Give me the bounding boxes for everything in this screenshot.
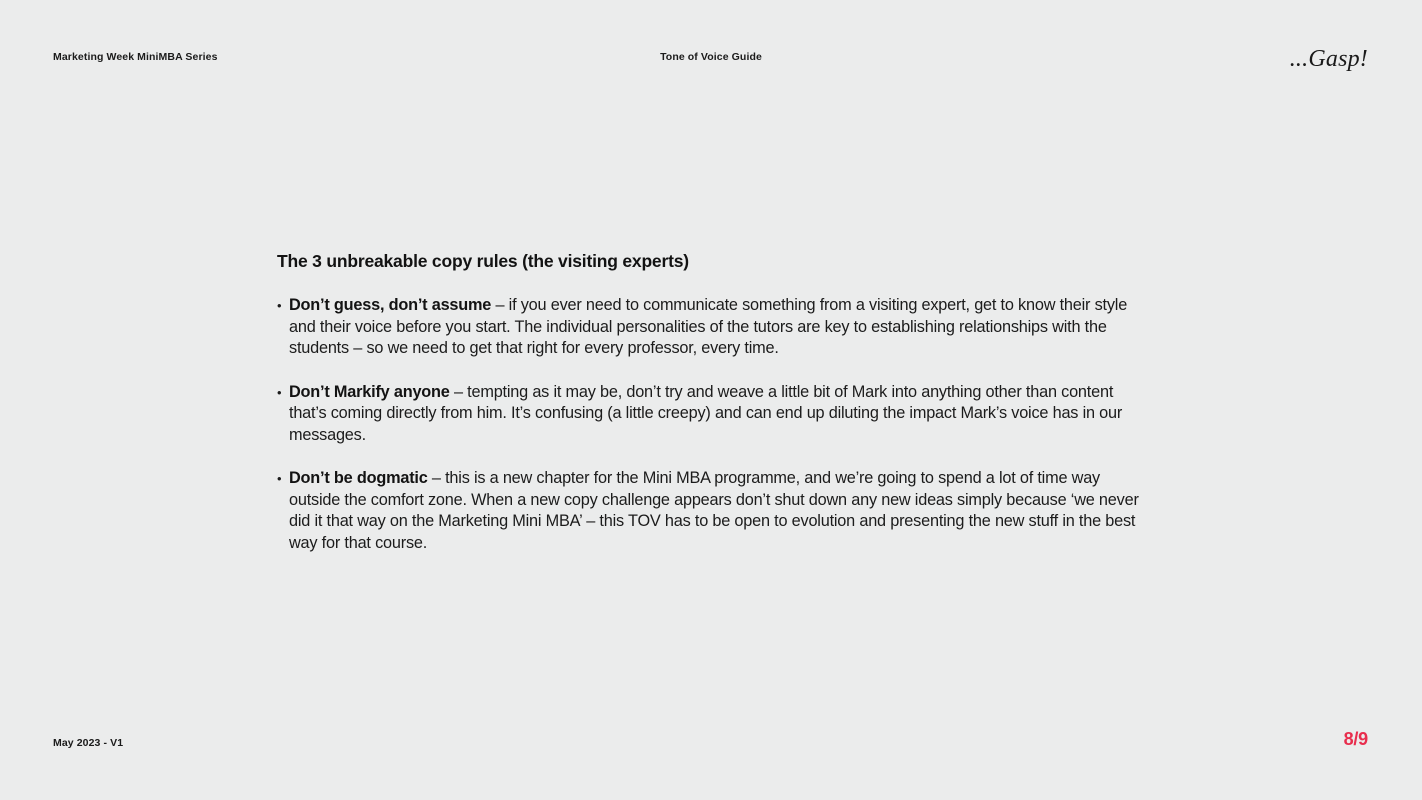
bullet-text: [289, 382, 1149, 447]
main-content: [277, 252, 1149, 554]
bullet-text: [289, 295, 1149, 360]
bullet-body: – this is a new chapter for the Mini MBA programme, and we’re going to spend a lot of time way outside the comfort zone. When a new copy challenge appears don’t shut down any new ideas simply because ‘we never did it that way on the Marketing Mini MBA’ – this TOV has to be open to evolution and presenting the new stuff in the best way for that course.: [289, 469, 1139, 552]
bullet-lead: Don’t Markify anyone: [289, 382, 450, 401]
version-label: May 2023 - V1: [53, 737, 124, 749]
bullet-icon: •: [277, 298, 282, 313]
gasp-logo: ...Gasp!: [1289, 46, 1368, 72]
list-item: [277, 382, 1149, 447]
page-number: 8/9: [1343, 729, 1368, 749]
list-item: [277, 295, 1149, 360]
bullet-lead: Don’t be dogmatic: [289, 469, 428, 487]
page-title: The 3 unbreakable copy rules (the visiting experts): [277, 251, 689, 271]
bullet-icon: •: [277, 384, 282, 400]
document-title: Tone of Voice Guide: [660, 51, 762, 63]
bullet-body: – if you ever need to communicate something from a visiting expert, get to know their style and their voice before you start. The individual personalities of the tutors are key to establishing relationships with the students – so we need to get that right for every professor, every time.: [289, 296, 1128, 357]
bullet-lead: Don’t guess, don’t assume: [289, 296, 492, 314]
bullet-body: – tempting as it may be, don’t try and weave a little bit of Mark into anything other than content that’s coming directly from him. It’s confusing (a little creepy) and can end up diluting the impact Mark’s voice has in our messages.: [289, 382, 1123, 444]
bullet-text: [289, 468, 1149, 554]
series-label: Marketing Week MiniMBA Series: [53, 51, 218, 63]
list-item: [277, 468, 1149, 554]
bullet-icon: •: [277, 471, 282, 486]
